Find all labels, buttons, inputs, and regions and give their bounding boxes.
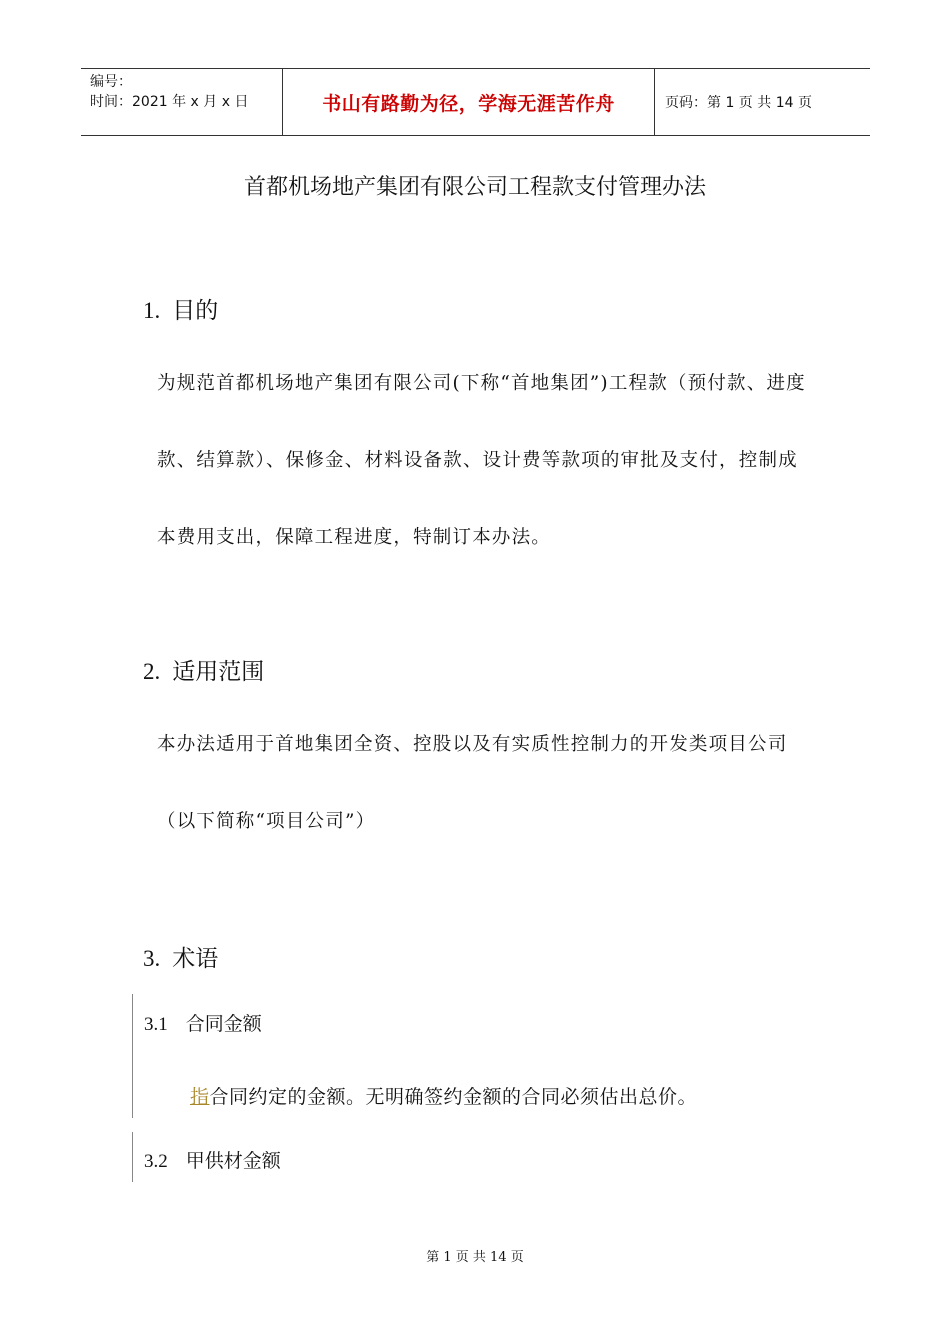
definition-text: 合同约定的金额。无明确签约金额的合同必须估出总价。 — [209, 1086, 698, 1108]
scope-paragraph: 本办法适用于首地集团全资、控股以及有实质性控制力的开发类项目公司（以下简称“项目公司”） — [157, 734, 788, 832]
page-header — [81, 68, 870, 136]
section-label: 目的 — [172, 298, 219, 324]
header-meta — [81, 69, 282, 135]
section-number: 2. — [143, 659, 161, 684]
doc-number-label: 编号： — [90, 74, 132, 90]
term-label: 合同金额 — [185, 1013, 262, 1035]
section-number: 1. — [143, 298, 161, 323]
section-number: 3. — [143, 946, 161, 971]
change-bar — [132, 1132, 133, 1182]
section-label: 适用范围 — [172, 659, 265, 685]
term-label: 甲供材金额 — [185, 1150, 281, 1172]
section-label: 术语 — [172, 946, 219, 972]
term-heading — [144, 1146, 281, 1173]
section-heading-purpose — [143, 292, 218, 325]
term-heading — [144, 1009, 262, 1036]
page-footer: 第 1 页 共 14 页 — [426, 1250, 524, 1265]
change-bar — [132, 994, 133, 1118]
doc-time-label: 时间：2021 年 x 月 x 日 — [90, 94, 249, 110]
highlighted-text: 指 — [190, 1086, 210, 1108]
header-page-info: 页码：第 1 页 共 14 页 — [665, 95, 812, 111]
term-number: 3.1 — [144, 1014, 168, 1035]
section-heading-scope — [143, 653, 264, 686]
purpose-paragraph: 为规范首都机场地产集团有限公司(下称“首地集团”)工程款（预付款、进度款、结算款）、保修金、材料设备款、设计费等款项的审批及支付，控制成本费用支出，保障工程进度，特制订本办法。 — [157, 373, 806, 548]
term-definition — [190, 1082, 697, 1109]
section-heading-terms — [143, 940, 218, 973]
header-motto: 书山有路勤为径，学海无涯苦作舟 — [322, 92, 615, 115]
header-motto-cell — [282, 69, 655, 135]
term-number: 3.2 — [144, 1151, 168, 1172]
document-title: 首都机场地产集团有限公司工程款支付管理办法 — [243, 175, 706, 200]
